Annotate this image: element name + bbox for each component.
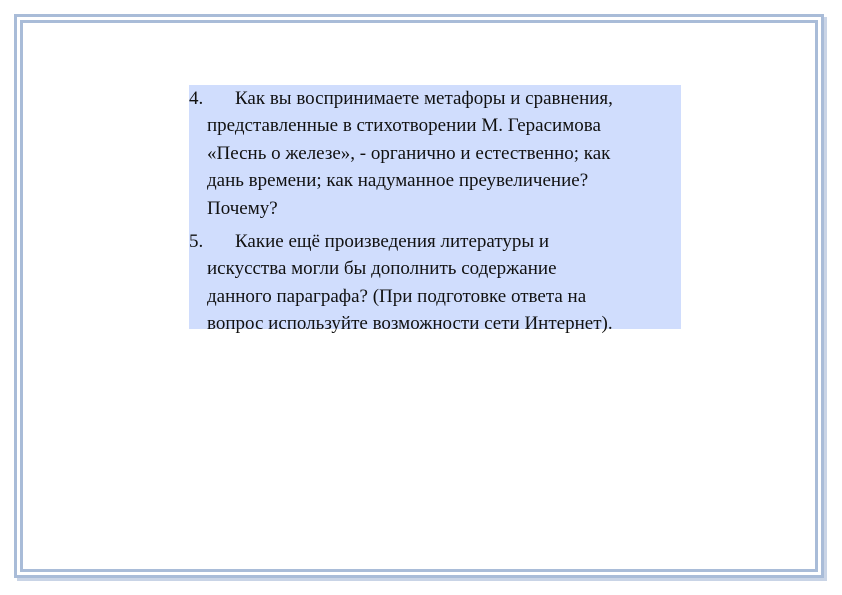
question-line: вопрос используйте возможности сети Интернет).	[207, 313, 613, 335]
question-line: данного параграфа? (При подготовке ответа на	[207, 285, 587, 307]
question-line: Какие ещё произведения литературы и	[235, 231, 550, 253]
question-item-5	[189, 228, 681, 338]
question-line: искусства могли бы дополнить содержание	[207, 258, 557, 280]
question-line: представленные в стихотворении М. Герасимова	[207, 115, 601, 137]
question-item-4	[189, 85, 681, 222]
question-list	[189, 85, 681, 335]
question-number: 4.	[189, 88, 204, 109]
question-number: 5.	[189, 231, 204, 253]
question-line: Почему?	[207, 197, 278, 219]
question-line: Как вы воспринимаете метафоры и сравнения,	[235, 88, 613, 109]
question-line: «Песнь о железе», - органично и естественно; как	[207, 142, 611, 164]
question-line: дань времени; как надуманное преувеличение?	[207, 170, 589, 192]
